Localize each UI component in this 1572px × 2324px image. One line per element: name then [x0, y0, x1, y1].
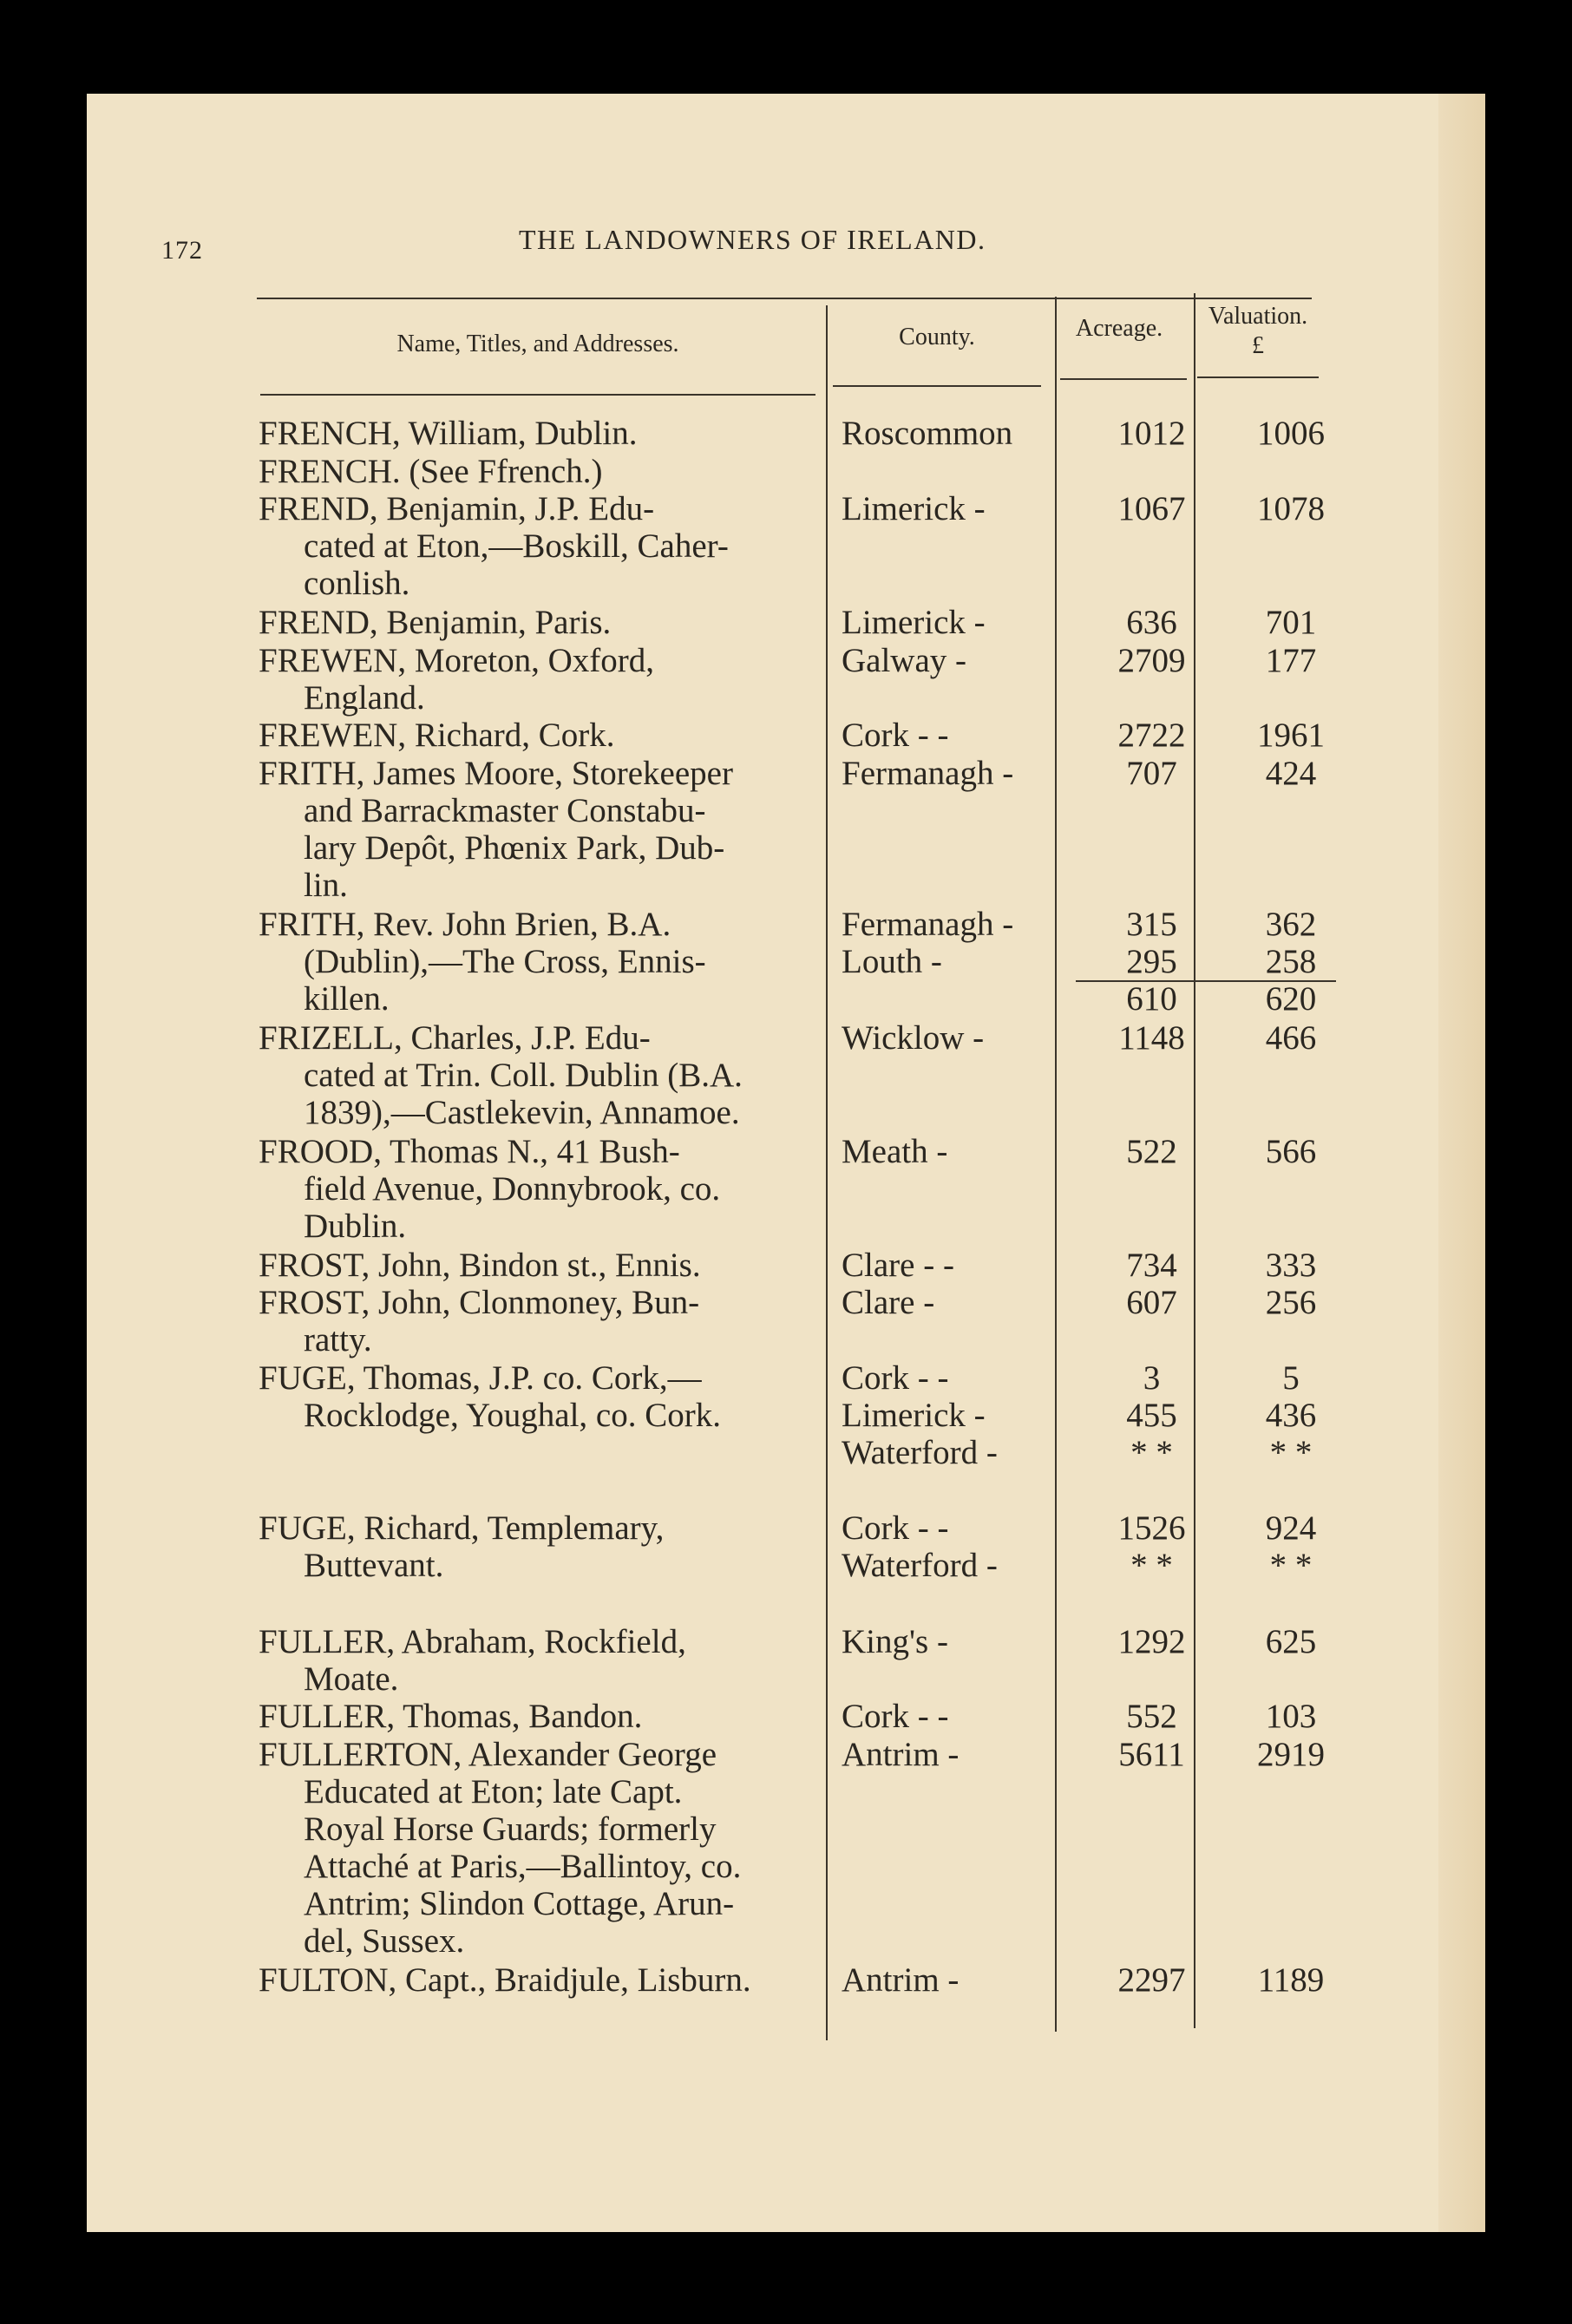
county-cell	[842, 1509, 1050, 1584]
acreage-cell-value	[1084, 453, 1219, 490]
header-bottom-rule-county	[833, 385, 1041, 387]
name-line: FRIZELL, Charles, J.P. Edu-	[259, 1019, 651, 1057]
acreage-cell	[1084, 906, 1219, 1018]
name-line: Attaché at Paris,—Ballintoy, co.	[304, 1848, 742, 1885]
valuation-cell-value: 424	[1265, 755, 1317, 792]
acreage-cell-value: 636	[1126, 604, 1177, 641]
acreage-cell	[1084, 1623, 1219, 1660]
valuation-cell-value: 1961	[1257, 717, 1325, 754]
name-line: England.	[304, 679, 425, 717]
acreage-cell	[1084, 1133, 1219, 1170]
name-line: Educated at Eton; late Capt.	[304, 1773, 683, 1810]
valuation-label: Valuation.	[1208, 303, 1308, 330]
name-cell	[259, 604, 857, 641]
acreage-cell-value: 315	[1126, 906, 1177, 943]
acreage-cell-value: 3	[1143, 1359, 1161, 1397]
acreage-cell-value: 607	[1126, 1284, 1177, 1321]
name-line: Dublin.	[304, 1208, 407, 1245]
county-cell	[842, 1284, 1050, 1321]
name-line: FULLERTON, Alexander George	[259, 1736, 717, 1773]
acreage-cell-value: 610	[1126, 980, 1177, 1018]
valuation-unit: £	[1252, 332, 1264, 359]
valuation-cell-value: 924	[1265, 1509, 1317, 1547]
valuation-cell	[1222, 1284, 1360, 1321]
acreage-cell-value: 707	[1126, 755, 1177, 792]
county-cell	[842, 1961, 1050, 1999]
name-line: FREND, Benjamin, J.P. Edu-	[259, 490, 655, 527]
acreage-cell-value: 522	[1126, 1133, 1177, 1170]
running-head: THE LANDOWNERS OF IRELAND.	[519, 224, 986, 255]
county-cell-value: Antrim -	[842, 1961, 960, 1999]
acreage-cell	[1084, 604, 1219, 641]
name-line: FREND, Benjamin, Paris.	[259, 604, 612, 641]
valuation-cell	[1222, 1623, 1360, 1660]
name-line: cated at Trin. Coll. Dublin (B.A.	[304, 1057, 743, 1094]
acreage-cell	[1084, 415, 1219, 452]
valuation-cell	[1222, 642, 1360, 679]
county-cell-value: Wicklow -	[842, 1019, 985, 1057]
acreage-cell	[1084, 1019, 1219, 1057]
name-line: FRITH, Rev. John Brien, B.A.	[259, 906, 671, 943]
name-line: 1839),—Castlekevin, Annamoe.	[304, 1094, 740, 1131]
name-line: FRENCH, William, Dublin.	[259, 415, 638, 452]
county-cell-value: Roscommon	[842, 415, 1013, 452]
name-cell	[259, 1623, 857, 1698]
name-line: lin.	[304, 867, 348, 904]
name-cell	[259, 490, 857, 602]
name-cell	[259, 1247, 857, 1284]
valuation-cell	[1222, 1133, 1360, 1170]
county-cell	[842, 453, 1050, 490]
acreage-cell	[1084, 1736, 1219, 1773]
county-cell-value: Cork - -	[842, 1359, 949, 1397]
county-cell	[842, 1698, 1050, 1735]
county-cell-value	[842, 453, 1050, 490]
county-cell-value: Fermanagh -	[842, 755, 1014, 792]
valuation-cell	[1222, 717, 1360, 754]
acreage-cell	[1084, 1247, 1219, 1284]
page-edge	[1438, 94, 1485, 2232]
acreage-cell-value: 552	[1126, 1698, 1177, 1735]
acreage-cell	[1084, 642, 1219, 679]
valuation-cell	[1222, 906, 1360, 1018]
county-cell	[842, 1359, 1050, 1471]
county-cell	[842, 1019, 1050, 1057]
acreage-cell	[1084, 1359, 1219, 1471]
header-top-rule	[257, 298, 1312, 299]
county-cell-value: King's -	[842, 1623, 948, 1660]
name-line: FULTON, Capt., Braidjule, Lisburn.	[259, 1961, 751, 1999]
acreage-cell-value: 5611	[1118, 1736, 1185, 1773]
acreage-cell	[1084, 1698, 1219, 1735]
acreage-cell-value: * *	[1130, 1434, 1173, 1471]
name-line: FREWEN, Richard, Cork.	[259, 717, 615, 754]
valuation-cell-value: * *	[1269, 1434, 1313, 1471]
acreage-cell	[1084, 1961, 1219, 1999]
county-cell-value: Clare -	[842, 1284, 935, 1321]
county-cell	[842, 1623, 1050, 1660]
column-header-name: Name, Titles, and Addresses.	[396, 331, 679, 357]
valuation-cell	[1222, 1509, 1360, 1584]
divider-county-acreage	[1055, 297, 1057, 2032]
acreage-cell	[1084, 755, 1219, 792]
county-cell-value: Meath -	[842, 1133, 948, 1170]
name-cell	[259, 1961, 857, 1999]
page-number: 172	[161, 236, 203, 265]
acreage-cell-value: 1067	[1117, 490, 1186, 527]
valuation-cell	[1222, 1019, 1360, 1057]
county-cell-value: Louth -	[842, 943, 942, 980]
name-line: and Barrackmaster Constabu-	[304, 792, 706, 829]
column-header-valuation	[1193, 302, 1323, 361]
name-line: field Avenue, Donnybrook, co.	[304, 1170, 721, 1208]
valuation-cell-value: 436	[1265, 1397, 1317, 1434]
valuation-cell-value: 1078	[1257, 490, 1325, 527]
valuation-cell	[1222, 1359, 1360, 1471]
valuation-cell-value: 177	[1265, 642, 1317, 679]
column-header-acreage: Acreage.	[1075, 315, 1163, 342]
county-cell-value: Antrim -	[842, 1736, 960, 1773]
name-cell	[259, 1736, 857, 1960]
valuation-cell	[1222, 604, 1360, 641]
column-header-county: County.	[899, 324, 975, 350]
name-line: FULLER, Thomas, Bandon.	[259, 1698, 643, 1735]
acreage-cell-value: 2297	[1117, 1961, 1186, 1999]
name-cell	[259, 1019, 857, 1131]
name-line: cated at Eton,—Boskill, Caher-	[304, 527, 729, 565]
name-line: (Dublin),—The Cross, Ennis-	[304, 943, 706, 980]
county-cell	[842, 755, 1050, 792]
acreage-cell-value: 1148	[1118, 1019, 1185, 1057]
name-line: Rocklodge, Youghal, co. Cork.	[304, 1397, 721, 1434]
valuation-cell-value: 625	[1265, 1623, 1317, 1660]
valuation-cell	[1222, 1698, 1360, 1735]
county-cell-value: Clare - -	[842, 1247, 954, 1284]
valuation-cell-value: * *	[1269, 1547, 1313, 1584]
valuation-cell-value: 258	[1265, 943, 1317, 980]
acreage-cell-value: * *	[1130, 1547, 1173, 1584]
acreage-cell-value: 2709	[1117, 642, 1186, 679]
name-line: del, Sussex.	[304, 1922, 465, 1960]
county-cell	[842, 1247, 1050, 1284]
county-cell-value: Fermanagh -	[842, 906, 1014, 943]
county-cell-value: Limerick -	[842, 604, 986, 641]
header-bottom-rule-acreage	[1060, 378, 1187, 380]
name-line: FUGE, Richard, Templemary,	[259, 1509, 665, 1547]
acreage-cell-value: 2722	[1117, 717, 1186, 754]
valuation-cell-value: 701	[1265, 604, 1317, 641]
valuation-cell-value	[1222, 453, 1360, 490]
name-cell	[259, 755, 857, 904]
header-bottom-rule-valuation	[1197, 376, 1319, 378]
valuation-cell	[1222, 1247, 1360, 1284]
county-cell	[842, 415, 1050, 452]
county-cell	[842, 1133, 1050, 1170]
valuation-cell-value: 333	[1265, 1247, 1317, 1284]
county-cell	[842, 490, 1050, 527]
acreage-cell	[1084, 453, 1219, 490]
name-cell	[259, 1284, 857, 1358]
valuation-cell-value: 566	[1265, 1133, 1317, 1170]
name-cell	[259, 1698, 857, 1735]
valuation-cell	[1222, 1736, 1360, 1773]
header-bottom-rule-name	[260, 394, 815, 396]
county-cell	[842, 717, 1050, 754]
valuation-cell-value: 466	[1265, 1019, 1317, 1057]
name-cell	[259, 717, 857, 754]
acreage-cell-value: 1292	[1117, 1623, 1186, 1660]
name-line: Moate.	[304, 1660, 399, 1698]
name-line: FUGE, Thomas, J.P. co. Cork,—	[259, 1359, 702, 1397]
valuation-cell-value: 362	[1265, 906, 1317, 943]
acreage-cell-value: 1012	[1117, 415, 1186, 452]
valuation-cell-value: 620	[1265, 980, 1317, 1018]
name-cell	[259, 906, 857, 1018]
county-cell	[842, 906, 1050, 980]
valuation-cell-value: 2919	[1257, 1736, 1325, 1773]
county-cell	[842, 1736, 1050, 1773]
name-line: ratty.	[304, 1321, 372, 1358]
name-line: Antrim; Slindon Cottage, Arun-	[304, 1885, 735, 1922]
valuation-cell-value: 103	[1265, 1698, 1317, 1735]
county-cell	[842, 604, 1050, 641]
valuation-cell	[1222, 755, 1360, 792]
valuation-cell-value: 5	[1282, 1359, 1300, 1397]
valuation-cell-value: 1006	[1257, 415, 1325, 452]
acreage-cell	[1084, 1284, 1219, 1321]
county-cell-value: Cork - -	[842, 1509, 949, 1547]
valuation-cell	[1222, 1961, 1360, 1999]
county-cell-value: Waterford -	[842, 1434, 998, 1471]
name-line: FREWEN, Moreton, Oxford,	[259, 642, 655, 679]
name-cell	[259, 1509, 857, 1584]
name-line: FROOD, Thomas N., 41 Bush-	[259, 1133, 680, 1170]
name-cell	[259, 453, 857, 490]
name-line: conlish.	[304, 565, 410, 602]
acreage-cell	[1084, 1509, 1219, 1584]
name-line: Buttevant.	[304, 1547, 444, 1584]
county-cell-value: Cork - -	[842, 717, 949, 754]
county-cell	[842, 642, 1050, 679]
name-line: FRITH, James Moore, Storekeeper	[259, 755, 733, 792]
acreage-cell-value: 734	[1126, 1247, 1177, 1284]
valuation-cell-value: 1189	[1257, 1961, 1325, 1999]
county-cell-value: Limerick -	[842, 490, 986, 527]
name-line: lary Depôt, Phœnix Park, Dub-	[304, 829, 725, 867]
name-line: killen.	[304, 980, 390, 1018]
valuation-cell	[1222, 415, 1360, 452]
name-cell	[259, 1133, 857, 1245]
valuation-cell	[1222, 453, 1360, 490]
county-cell-value: Galway -	[842, 642, 967, 679]
name-line: FULLER, Abraham, Rockfield,	[259, 1623, 686, 1660]
acreage-cell-value: 1526	[1117, 1509, 1186, 1547]
acreage-cell-value: 455	[1126, 1397, 1177, 1434]
valuation-cell-value: 256	[1265, 1284, 1317, 1321]
acreage-cell	[1084, 490, 1219, 527]
name-line: FROST, John, Bindon st., Ennis.	[259, 1247, 701, 1284]
name-line: FROST, John, Clonmoney, Bun-	[259, 1284, 700, 1321]
name-cell	[259, 415, 857, 452]
name-cell	[259, 1359, 857, 1434]
name-line: Royal Horse Guards; formerly	[304, 1810, 717, 1848]
name-cell	[259, 642, 857, 717]
valuation-cell	[1222, 490, 1360, 527]
county-cell-value: Waterford -	[842, 1547, 998, 1584]
acreage-cell-value: 295	[1126, 943, 1177, 980]
name-line: FRENCH. (See Ffrench.)	[259, 453, 603, 490]
county-cell-value: Cork - -	[842, 1698, 949, 1735]
acreage-cell	[1084, 717, 1219, 754]
county-cell-value: Limerick -	[842, 1397, 986, 1434]
